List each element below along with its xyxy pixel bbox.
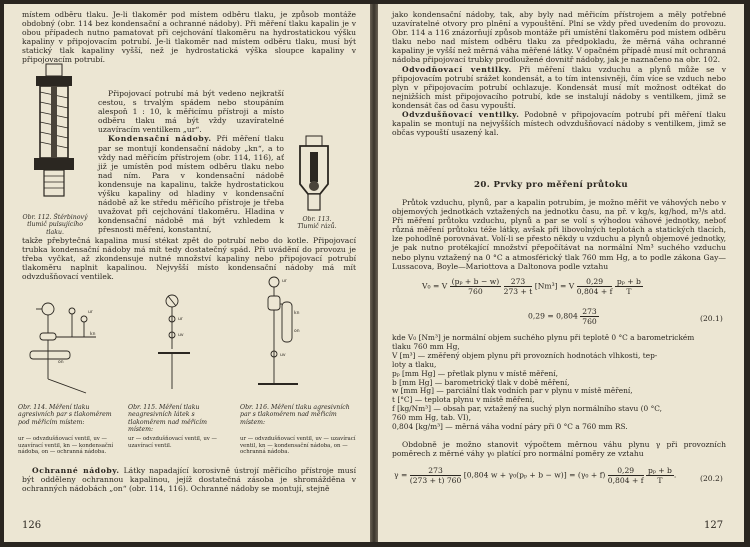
left-text-bottom bbox=[22, 466, 356, 493]
paragraph: takže přebytečná kapalina musí stékat zpět do potrubí nebo do kotle. Připojovací trubka kondensační nádoby má mít tedy dostatečný spád. Při uvádění do provozu je třeba vyčkat, až zkondensuje nutné množství kapaliny nebo připojovací potrubí tlakoměru naplnit kapalinou. Nejvyšší místo kondensační nádoby má mít odvzdušňovací ventilek. bbox=[22, 236, 356, 282]
section-heading-odz: Odvzdušňovací ventilky. bbox=[402, 110, 520, 120]
equation-number-20-2: (20.2) bbox=[700, 474, 723, 483]
section-title: 20. Prvky pro měření průtoku bbox=[474, 180, 629, 190]
damper-drawing bbox=[26, 62, 82, 212]
figure-113-caption: Obr. 113. Tlumič rázů. bbox=[297, 216, 337, 231]
eq1-num4: pₚ + b bbox=[616, 277, 641, 286]
definition-line: tlaku 760 mm Hg, bbox=[392, 341, 460, 351]
paragraph: Při měření tlaku par se montují kondensační nádoby „kn“, a to vždy nad měřicím přístrojem (obr. 114, 116), ať již je umístěn pod místem odběru tlaku nebo nad ním. Para v kondensační nádobě kondensuje na kapalinu, takže hydrostatickou výšku kapaliny od hladiny v kondensační nádobě až ke středu měřicího přístroje je třeba uvažovat při cejchování tlakoměru. Hladina v kondensační nádobě má být vzhledem k přesnosti měření, konstantní, bbox=[98, 134, 285, 235]
eq1-num1: (pₚ + b − w) bbox=[451, 277, 500, 286]
paragraph: Připojovací potrubí má být vedeno nejkratší cestou, s trvalým spádem nebo stoupáním alespoň 1 : 10, k měřicímu přístroji a místo odběru tlaku má být vždy uzavíratelné uzavíracím ventilkem „ur“. bbox=[98, 89, 284, 135]
definition-line: pₚ [mm Hg] — přetlak plynu v místě měření, bbox=[392, 368, 558, 378]
svg-text:ur: ur bbox=[178, 317, 183, 322]
section-heading-ochr: Ochranné nádoby. bbox=[32, 466, 120, 475]
svg-text:ur: ur bbox=[88, 310, 93, 315]
eq1-den1: 760 bbox=[468, 287, 483, 296]
eq2-den1: (273 + t) 760 bbox=[409, 476, 462, 485]
paragraph: Obdobně je možno stanovit výpočtem měrnou váhu plynu γ při provozních poměrech z měrné váhy γ₀ platící pro normální poměry ze vztahu bbox=[392, 440, 726, 459]
svg-text:kn: kn bbox=[90, 332, 96, 337]
figure-114-caption: Obr. 114. Měření tlaku agresivních par s tlakoměrem pod měřicím místem: bbox=[18, 404, 112, 426]
eq1-den2: 273 + t bbox=[503, 287, 533, 296]
figure-116-caption: Obr. 116. Měření tlaku agresivních par s tlakoměrem nad měřicím místem: bbox=[240, 404, 350, 426]
right-text-middle bbox=[392, 198, 726, 271]
equation-20-1-line2 bbox=[528, 307, 599, 326]
book-gutter bbox=[370, 4, 378, 542]
eq2-num1: 273 bbox=[410, 466, 462, 476]
definition-line: V [m³] — změřený objem plynu při provozních hodnotách vlhkosti, tep- bbox=[392, 350, 658, 360]
eq1-num3: 0,29 bbox=[577, 277, 613, 287]
surge-damper-drawing bbox=[294, 134, 334, 214]
eq1-den3: 0,804 + f bbox=[576, 287, 613, 296]
svg-text:uv: uv bbox=[178, 333, 184, 338]
definition-line: f [kg/Nm³] — obsah par, vztažený na suchý plyn normálního stavu (0 °C, bbox=[392, 404, 663, 414]
figure-114-legend: ur — odvzdušňovací ventil, uv — uzavírací ventil, kn — kondensační nádoba, on — ochranná nádoba. bbox=[18, 436, 114, 456]
eq2-mid: [0,804 w + γ₀(pₚ + b − w)] = (γ₀ + f) bbox=[463, 470, 606, 480]
left-text-top bbox=[22, 10, 356, 65]
figure-112-caption: Obr. 112. Štěrbinový tlumič pulsujícího tlaku. bbox=[22, 214, 88, 236]
page-number-left: 126 bbox=[22, 520, 42, 531]
eq2-num2: 0,29 bbox=[608, 466, 644, 476]
paragraph: Podobně v připojovacím potrubí při měření tlaku kapalin se montují na nejvyšších místech odvzdušňovací nádoby s ventilkem, jimž se občas vypouští usazený kal. bbox=[392, 110, 726, 138]
definition-line: w [mm Hg] — parciální tlak vodních par v plynu v místě měření, bbox=[392, 386, 633, 396]
eq2-num3: pₚ + b bbox=[647, 466, 672, 475]
page-number-right: 127 bbox=[704, 520, 724, 531]
svg-text:uv: uv bbox=[280, 353, 286, 358]
eq2-den2: 0,804 + f bbox=[607, 476, 644, 485]
eq1-line2: 0,29 = 0,804 bbox=[528, 311, 578, 321]
definition-line: kde V₀ [Nm³] je normální objem suchého plynu při teplotě 0 °C a barometrickém bbox=[392, 333, 695, 342]
eq1-line2-num: 273 bbox=[582, 307, 597, 316]
right-page bbox=[378, 4, 744, 542]
schematic-116 bbox=[238, 274, 330, 396]
figure-116 bbox=[238, 274, 330, 396]
figure-113 bbox=[294, 134, 334, 214]
eq2-lhs: γ = bbox=[394, 470, 408, 480]
eq2-tail: . bbox=[673, 470, 677, 480]
figure-116-legend: ur — odvzdušňovací ventil, uv — uzavírací ventil, kn — kondensační nádoba, on — ochranná nádoba. bbox=[240, 436, 356, 456]
definition-line: 0,804 [kg/m³] — měrná váha vodní páry při 0 °C a 760 mm RS. bbox=[392, 422, 628, 432]
svg-text:on: on bbox=[58, 360, 64, 365]
section-heading-kond: Kondensační nádoby. bbox=[108, 134, 212, 144]
definition-line: t [°C] — teplota plynu v místě měření, bbox=[392, 395, 535, 405]
svg-text:on: on bbox=[294, 329, 300, 334]
equation-20-2 bbox=[394, 466, 676, 485]
paragraph: Látky napadající korosivně ústrojí měřicího přístroje musí být odděleny ochrannou kapalinou, jejíž dostatečná zásoba je shromážděna v ochranných nádobách „on“ (obr. 114, 116). Ochranné nádoby se montují, stejně bbox=[22, 466, 356, 494]
section-heading-odv: Odvodňovací ventilky. bbox=[402, 64, 512, 74]
eq1-mid: [Nm³] = V bbox=[534, 281, 575, 291]
eq1-den4: T bbox=[626, 287, 632, 296]
definition-line: b [mm Hg] — barometrický tlak v době měření, bbox=[392, 377, 570, 387]
definition-line: loty a tlaku, bbox=[392, 359, 437, 369]
figure-114 bbox=[26, 289, 118, 397]
figure-112 bbox=[26, 62, 82, 212]
definition-line: 760 mm Hg, tab. VI), bbox=[392, 413, 471, 423]
variable-definitions bbox=[392, 334, 732, 432]
figure-115-caption: Obr. 115. Měření tlaku neagresivních látek s tlakoměrem nad měřicím místem: bbox=[128, 404, 207, 434]
left-text-middle bbox=[98, 89, 284, 235]
figure-115 bbox=[132, 289, 216, 397]
equation-20-1 bbox=[422, 277, 643, 296]
eq2-den3: T bbox=[657, 476, 663, 485]
left-page bbox=[4, 4, 370, 542]
eq1-num2: 273 bbox=[504, 277, 533, 287]
svg-text:ur: ur bbox=[282, 279, 287, 284]
paragraph: Při měření tlaku vzduchu a plynů může se v připojovacím potrubí srážet kondensát, a to tím intensivněji, čím více se vzduch nebo plyn v připojovacím potrubí ochlazuje. Kondensát musí mít možnost odtékat do nejnižších míst připojovacího potrubí, kde se instalují nádoby s ventilkem, jimž se kondensát čas od času vypouští. bbox=[392, 64, 726, 110]
paragraph: místem odběru tlaku. Je-li tlakoměr pod místem odběru tlaku, je způsob montáže obdobný (obr. 114 bez kondensační a ochranné nádoby). Při měření tlaku kapalin je v obou případech nutno pamatovat při cejchování tlakoměru na hydrostatickou výšku kapaliny v připojovacím potrubí. Je-li tlakoměr nad místem odběru tlaku, musí být statický tlak kapaliny vyšší, než je hydrostatická výška sloupce kapaliny v připojovacím potrubí. bbox=[22, 10, 356, 65]
schematic-115 bbox=[132, 289, 216, 397]
equation-number-20-1: (20.1) bbox=[700, 314, 723, 323]
right-text-bottom bbox=[392, 440, 726, 458]
eq1-line2-den: 760 bbox=[582, 317, 597, 326]
right-text-top bbox=[392, 10, 726, 137]
schematic-114 bbox=[26, 289, 118, 397]
paragraph: jako kondensační nádoby, tak, aby byly nad měřicím přístrojem a měly potřebné uzavíratelné otvory pro plnění a vypouštění. Plní se vždy před uvedením do provozu. Obr. 114 a 116 znázorňují způsob montáže při umístění tlakoměru pod místem odběru tlaku nebo nad místem odběru tlaku za předpokladu, že měrná váha ochranné kapaliny je vyšší než měrná váha měřené látky. V opačném případě musí mít ochranná nádoba připojovací trubky prodloužené dovnitř nádoby, jak je naznačeno na obr. 102. bbox=[392, 10, 726, 65]
paragraph: Průtok vzduchu, plynů, par a kapalin potrubím, je možno měřit ve váhových nebo v objemových jednotkách vztažených na jednotku času, na př. v kg/s, kg/hod, m³/s atd. Při měření průtoku vzduchu, plynů a par se volí s výhodou váhové jednotky, neboť různá měření průtoku téže látky, avšak při libovolných teplotách a statických tlacích, lze pohodlně porovnávat. Volí-li se přesto někdy u vzduchu a plynů objemové jednotky, je pak nutno protékající množství přepočítávat na normální Nm³ suchého vzduchu nebo plynu vztažený na 0 °C a atmosférický tlak 760 mm Hg, a to podle zákona Gay—Lussacova, Boyle—Mariottova a Daltonova podle vztahu bbox=[392, 198, 726, 271]
svg-text:kn: kn bbox=[294, 311, 300, 316]
figure-115-legend: ur — odvzdušňovací ventil, uv — uzavírací ventil. bbox=[128, 436, 217, 449]
eq1-lhs: V₀ = V bbox=[422, 281, 448, 291]
